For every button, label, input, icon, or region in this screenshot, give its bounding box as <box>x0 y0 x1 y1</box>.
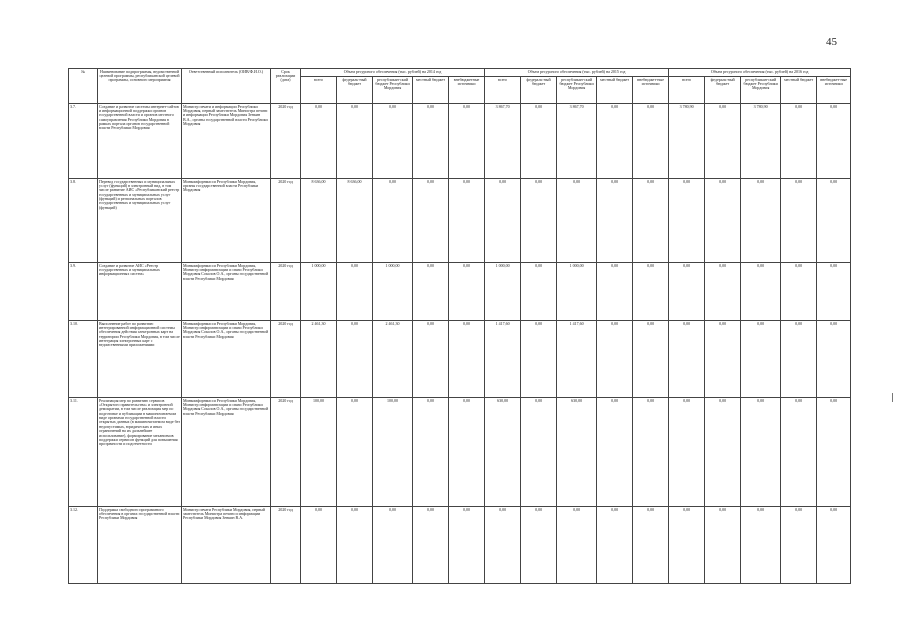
value-2015-offbudget: 0,00 <box>633 263 669 321</box>
value-2015-local: 0,00 <box>597 507 633 584</box>
header-name: Наименование подпрограммы, ведомственной целевой программы, республиканской целевой программы, основного мероприятия <box>98 69 182 104</box>
row-executor: Минкомфорнмасси Республики Мордовия, Министр информатизации и связи Республики Мордовия Соколов О.А., органы государственной власти Республики Мордовия <box>182 321 271 398</box>
value-2015-federal: 0,00 <box>521 104 557 179</box>
value-2016-federal: 0,00 <box>705 321 741 398</box>
subheader-offbudget: внебюджет-ные источники <box>633 77 669 104</box>
value-2014-offbudget: 0,00 <box>449 398 485 507</box>
row-num: 3.8. <box>69 179 98 263</box>
value-2014-offbudget: 0,00 <box>449 104 485 179</box>
value-2015-local: 0,00 <box>597 398 633 507</box>
value-2016-local: 0,00 <box>781 104 817 179</box>
value-2016-federal: 0,00 <box>705 398 741 507</box>
value-2014-republic: 0,00 <box>373 179 413 263</box>
value-2016-republic: 0,00 <box>741 179 781 263</box>
row-executor: Минкомфорнмасси Республики Мордовия, органы государственной власти Республики Мордовия <box>182 179 271 263</box>
row-term: 2020 год <box>271 321 301 398</box>
value-2015-total: 0,00 <box>485 179 521 263</box>
value-2016-total: 0,00 <box>669 398 705 507</box>
header-executor: Ответственный исполнитель (ОИВ/Ф.И.О.) <box>182 69 271 104</box>
value-2014-federal: 0,00 <box>337 263 373 321</box>
value-2014-total: 100,00 <box>301 398 337 507</box>
value-2015-local: 0,00 <box>597 104 633 179</box>
row-executor: Минкомфорнмасси Республики Мордовия, Министр информатизации и связи Республики Мордовия Соколов О.А., органы государственной власти Республики Мордовия <box>182 398 271 507</box>
subheader-local: местный бюджет <box>413 77 449 104</box>
value-2014-federal: 0,00 <box>337 398 373 507</box>
value-2014-federal: 0,00 <box>337 321 373 398</box>
value-2014-republic: 100,00 <box>373 398 413 507</box>
value-2015-republic: 1 000,00 <box>557 263 597 321</box>
row-term: 2020 год <box>271 263 301 321</box>
subheader-republic: республикан-ский бюджет Республики Мордовия <box>557 77 597 104</box>
value-2015-federal: 0,00 <box>521 179 557 263</box>
value-2015-federal: 0,00 <box>521 507 557 584</box>
row-term: 2020 год <box>271 104 301 179</box>
subheader-offbudget: внебюджет-ные источники <box>817 77 851 104</box>
value-2015-offbudget: 0,00 <box>633 398 669 507</box>
table-row <box>69 263 851 321</box>
value-2016-republic: 0,00 <box>741 507 781 584</box>
value-2015-local: 0,00 <box>597 263 633 321</box>
row-name: Перевод государственных и муниципальных услуг (функций) в электронный вид, в том числе развитие АИС «Республиканский реестр государственных и муниципальных услуг (функций) и региональных порталов государственных и муниципальных услуг (функций) <box>98 179 182 263</box>
row-name: Поддержка свободного программного обеспечения в органах государственной власти Республики Мордовия <box>98 507 182 584</box>
value-2015-total: 0,00 <box>485 507 521 584</box>
subheader-total: всего <box>669 77 705 104</box>
value-2016-total: 0,00 <box>669 321 705 398</box>
row-num: 3.11. <box>69 398 98 507</box>
value-2015-local: 0,00 <box>597 179 633 263</box>
value-2016-federal: 0,00 <box>705 263 741 321</box>
value-2014-local: 0,00 <box>413 263 449 321</box>
row-term: 2020 год <box>271 179 301 263</box>
page-number: 45 <box>826 36 837 48</box>
value-2016-offbudget: 0,00 <box>817 321 851 398</box>
resource-allocation-table <box>68 68 851 584</box>
value-2014-offbudget: 0,00 <box>449 321 485 398</box>
row-term: 2020 год <box>271 398 301 507</box>
value-2014-local: 0,00 <box>413 321 449 398</box>
value-2014-offbudget: 0,00 <box>449 179 485 263</box>
value-2015-total: 3 867,70 <box>485 104 521 179</box>
value-2016-republic: 0,00 <box>741 321 781 398</box>
value-2015-federal: 0,00 <box>521 398 557 507</box>
subheader-federal: федераль-ный бюджет <box>521 77 557 104</box>
value-2015-offbudget: 0,00 <box>633 104 669 179</box>
value-2016-offbudget: 0,00 <box>817 179 851 263</box>
subheader-federal: федераль-ный бюджет <box>337 77 373 104</box>
value-2014-total: 8 636,00 <box>301 179 337 263</box>
header-group-2014: Объем ресурсного обеспечения (тыс. рублей) на 2014 год <box>301 69 485 77</box>
table-row <box>69 179 851 263</box>
subheader-offbudget: внебюджетные источники <box>449 77 485 104</box>
value-2016-local: 0,00 <box>781 263 817 321</box>
value-2015-republic: 0,00 <box>557 179 597 263</box>
value-2015-total: 1 000,00 <box>485 263 521 321</box>
value-2014-federal: 0,00 <box>337 507 373 584</box>
table-header-row <box>69 69 851 77</box>
value-2014-offbudget: 0,00 <box>449 507 485 584</box>
value-2014-total: 0,00 <box>301 104 337 179</box>
value-2016-total: 3 780,90 <box>669 104 705 179</box>
value-2014-offbudget: 0,00 <box>449 263 485 321</box>
value-2014-local: 0,00 <box>413 398 449 507</box>
value-2015-republic: 3 867,70 <box>557 104 597 179</box>
subheader-total: всего <box>485 77 521 104</box>
row-name: Выполнение работ по развитию интегрированной информационной системы обеспечения действия электронных карт на территории Республики Мордовия, в том числе интеграция электронных карт с ведомственными приложениями <box>98 321 182 398</box>
value-2016-republic: 3 780,90 <box>741 104 781 179</box>
value-2016-total: 0,00 <box>669 263 705 321</box>
value-2016-offbudget: 0,00 <box>817 398 851 507</box>
row-term: 2020 год <box>271 507 301 584</box>
value-2016-local: 0,00 <box>781 507 817 584</box>
row-num: 3.12. <box>69 507 98 584</box>
value-2014-total: 0,00 <box>301 507 337 584</box>
header-num: № <box>69 69 98 104</box>
value-2016-local: 0,00 <box>781 398 817 507</box>
value-2014-federal: 8 636,00 <box>337 179 373 263</box>
row-executor: Министр печати Республики Мордовия, первый заместитель Министра печати и информации Республики Мордовия Зенкин В.А. <box>182 507 271 584</box>
value-2016-federal: 0,00 <box>705 179 741 263</box>
value-2015-federal: 0,00 <box>521 321 557 398</box>
subheader-total: всего <box>301 77 337 104</box>
row-name: Создание и развитие АИС «Реестр государственных и муниципальных информационных систем» <box>98 263 182 321</box>
value-2015-republic: 630,00 <box>557 398 597 507</box>
value-2014-total: 1 000,00 <box>301 263 337 321</box>
value-2016-local: 0,00 <box>781 179 817 263</box>
value-2014-local: 0,00 <box>413 179 449 263</box>
value-2015-republic: 1 417,60 <box>557 321 597 398</box>
row-num: 3.7. <box>69 104 98 179</box>
value-2016-total: 0,00 <box>669 179 705 263</box>
value-2015-republic: 0,00 <box>557 507 597 584</box>
value-2016-federal: 0,00 <box>705 507 741 584</box>
header-group-2015: Объем ресурсного обеспечения (тыс. рублей) на 2015 год <box>485 69 669 77</box>
table-row <box>69 104 851 179</box>
row-executor: Минкомфорнмасси Республики Мордовия, Министр информатизации и связи Республики Мордовия Соколов О.А., органы государственной власти Республики Мордовия <box>182 263 271 321</box>
value-2014-federal: 0,00 <box>337 104 373 179</box>
value-2016-republic: 0,00 <box>741 263 781 321</box>
subheader-republic: республикан-ский бюджет Республики Мордовия <box>741 77 781 104</box>
subheader-republic: республикан-ский бюджет Республики Мордовия <box>373 77 413 104</box>
value-2015-offbudget: 0,00 <box>633 507 669 584</box>
value-2014-republic: 0,00 <box>373 507 413 584</box>
table-row <box>69 398 851 507</box>
value-2015-local: 0,00 <box>597 321 633 398</box>
value-2016-republic: 0,00 <box>741 398 781 507</box>
row-num: 3.10. <box>69 321 98 398</box>
value-2015-total: 630,00 <box>485 398 521 507</box>
value-2014-republic: 1 000,00 <box>373 263 413 321</box>
value-2014-total: 2 461,30 <box>301 321 337 398</box>
header-term: Срок реализации (дата) <box>271 69 301 104</box>
subheader-local: местный бюджет <box>597 77 633 104</box>
value-2014-republic: 0,00 <box>373 104 413 179</box>
value-2015-offbudget: 0,00 <box>633 321 669 398</box>
value-2016-local: 0,00 <box>781 321 817 398</box>
row-num: 3.9. <box>69 263 98 321</box>
value-2014-republic: 2 461,30 <box>373 321 413 398</box>
value-2016-offbudget: 0,00 <box>817 263 851 321</box>
value-2016-offbudget: 0,00 <box>817 507 851 584</box>
row-name: Создание и развитие системы интернет-сайтов и информационной поддержки органов государственной власти и органов местного самоуправления Республики Мордовия в рамках портала органов государственной власти Республики Мордовия <box>98 104 182 179</box>
scan-edge-mark <box>892 393 893 402</box>
value-2015-offbudget: 0,00 <box>633 179 669 263</box>
value-2014-local: 0,00 <box>413 507 449 584</box>
value-2015-total: 1 417,60 <box>485 321 521 398</box>
value-2016-offbudget: 0,00 <box>817 104 851 179</box>
value-2014-local: 0,00 <box>413 104 449 179</box>
subheader-local: местный бюджет <box>781 77 817 104</box>
value-2015-federal: 0,00 <box>521 263 557 321</box>
table-row <box>69 507 851 584</box>
table-row <box>69 321 851 398</box>
header-group-2016: Объем ресурсного обеспечения (тыс. рублей) на 2016 год <box>669 69 851 77</box>
row-executor: Министр печати и информации Республики Мордовия, первый заместитель Министра печати и информации Республики Мордовия Зенкин В.А., органы государственной власти Республики Мордовия <box>182 104 271 179</box>
value-2016-total: 0,00 <box>669 507 705 584</box>
subheader-federal: федераль-ный бюджет <box>705 77 741 104</box>
row-name: Реализация мер по развитию сервисов «Открытого правительства» и электронной демократии, в том числе реализация мер по подготовке и публикации в машиночитаемом виде органами государственной власти открытых данных (в машиночитаемом виде без недопустимых, юридических и иных ограничений на их дальнейшее использование), формирование механизмов поддержки сервисов функций для повышения прозрачности и подотчетности <box>98 398 182 507</box>
value-2016-federal: 0,00 <box>705 104 741 179</box>
